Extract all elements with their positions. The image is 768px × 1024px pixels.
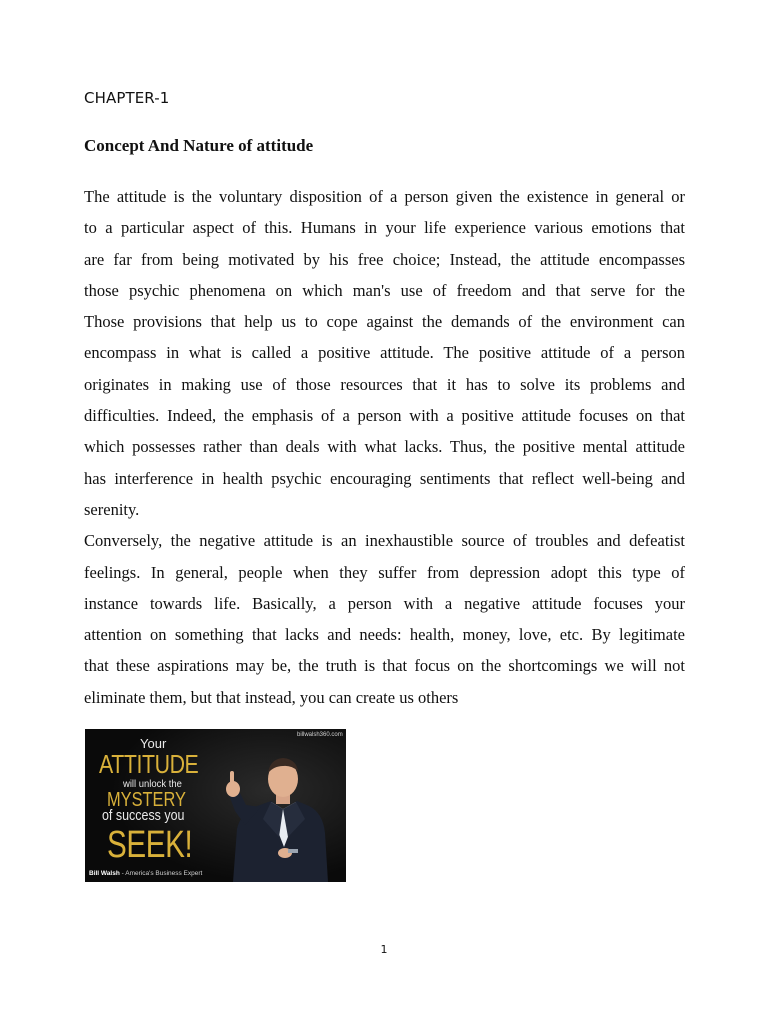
paragraph-line: to a particular aspect of this. Humans in your life experience various emotions that xyxy=(84,218,685,238)
paragraph-line: Conversely, the negative attitude is an inexhaustible source of troubles and defeatist xyxy=(84,531,685,551)
paragraph-line: that these aspirations may be, the truth is that focus on the shortcomings we will not xyxy=(84,656,685,676)
paragraph-line: encompass in what is called a positive attitude. The positive attitude of a person xyxy=(84,343,685,363)
paragraph-line: those psychic phenomena on which man's use of freedom and that serve for the xyxy=(84,280,685,300)
poster-website: billwalsh360.com xyxy=(297,732,343,738)
paragraph-line: which possesses rather than deals with what lacks. Thus, the positive mental attitude xyxy=(84,437,685,457)
poster-line-attitude: ATTITUDE xyxy=(99,749,199,779)
paragraph-line: serenity. xyxy=(84,499,140,519)
chapter-label: CHAPTER-1 xyxy=(84,89,170,107)
body-text xyxy=(84,181,685,713)
paragraph-line: eliminate them, but that instead, you can create us others xyxy=(84,687,459,707)
paragraph-line: has interference in health psychic encouraging sentiments that reflect well-being and xyxy=(84,468,685,488)
poster-credit-name: Bill Walsh xyxy=(89,870,120,877)
section-heading: Concept And Nature of attitude xyxy=(84,136,314,155)
page-number: 1 xyxy=(380,943,388,956)
paragraph-line: attention on something that lacks and needs: health, money, love, etc. By legitimate xyxy=(84,625,685,645)
paragraph-line: originates in making use of those resources that it has to solve its problems and xyxy=(84,374,685,394)
paragraph-line: difficulties. Indeed, the emphasis of a person with a positive attitude focuses on that xyxy=(84,406,685,426)
paragraph-line: The attitude is the voluntary disposition of a person given the existence in general or xyxy=(84,187,685,206)
paragraph-line: are far from being motivated by his free choice; Instead, the attitude encompasses xyxy=(84,249,685,269)
attitude-poster-image xyxy=(85,729,346,882)
paragraph-line: Those provisions that help us to cope against the demands of the environment can xyxy=(84,312,685,332)
poster-line-seek: SEEK! xyxy=(107,824,193,866)
poster-credit-title: - America's Business Expert xyxy=(119,870,203,877)
poster-line-success: of success you xyxy=(102,808,185,824)
poster-line-unlock: will unlock the xyxy=(123,778,182,790)
poster-line-mystery: MYSTERY xyxy=(107,789,186,811)
poster-credit xyxy=(89,870,202,877)
poster-line-your: Your xyxy=(140,736,167,751)
paragraph-line: instance towards life. Basically, a person with a negative attitude focuses your xyxy=(84,593,685,613)
paragraph-line: feelings. In general, people when they suffer from depression adopt this type of xyxy=(84,562,685,582)
